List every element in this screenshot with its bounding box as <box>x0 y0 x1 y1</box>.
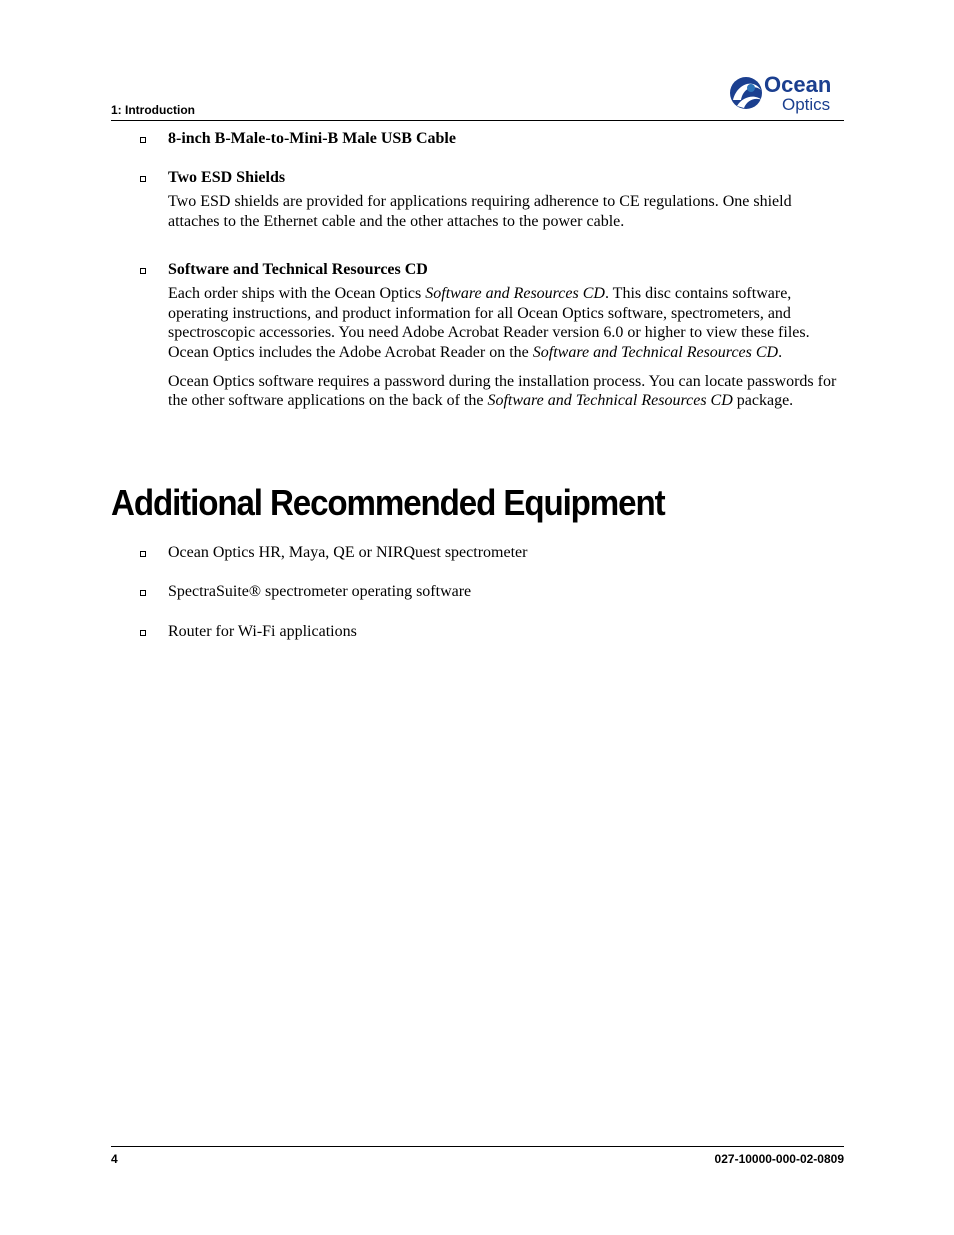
item-title: Software and Technical Resources CD <box>168 261 428 279</box>
item-title: 8-inch B-Male-to-Mini-B Male USB Cable <box>168 130 456 147</box>
list-item-resources-cd <box>111 260 844 411</box>
text-run: . This disc contains software, operating instructions, and product information for all Ocean Optics software, spectrometers, and spectroscopic accessories. You need Adobe Acrobat Reader version 6.0 or higher to view these files. Ocean Optics includes the Adobe Acrobat Reader on the <box>168 285 810 361</box>
text-run: package. <box>732 392 794 410</box>
list-item-usb-cable <box>111 129 844 149</box>
list-item-text: Router for Wi-Fi applications <box>168 623 357 640</box>
checkbox-bullet-icon <box>140 590 146 596</box>
list-item <box>111 582 844 602</box>
checkbox-bullet-icon <box>140 176 146 182</box>
item-description <box>168 284 844 411</box>
description-paragraph <box>168 372 844 411</box>
checkbox-bullet-icon <box>140 137 146 143</box>
item-description <box>168 192 844 231</box>
description-paragraph: Two ESD shields are provided for applications requiring adherence to CE regulations. One shield attaches to the Ethernet cable and the other attaches to the power cable. <box>168 193 792 230</box>
italic-cd-title: Software and Technical Resources CD <box>487 392 733 410</box>
text-run: Each order ships with the Ocean Optics <box>168 285 426 303</box>
header-rule <box>111 120 844 121</box>
description-paragraph <box>168 284 844 362</box>
text-run: Ocean Optics software requires a password during the installation process. You can locate passwords for the other software applications on the back of the <box>168 372 837 410</box>
recommended-equipment-list <box>111 543 844 642</box>
list-item <box>111 622 844 642</box>
list-item-text: Ocean Optics HR, Maya, QE or NIRQuest spectrometer <box>168 544 528 561</box>
text-run: . <box>778 343 783 361</box>
accessory-list <box>111 129 844 411</box>
checkbox-bullet-icon <box>140 268 146 274</box>
header-section-label: 1: Introduction <box>111 103 195 117</box>
page-number: 4 <box>111 1152 118 1166</box>
checkbox-bullet-icon <box>140 630 146 636</box>
ocean-optics-logo <box>727 70 845 116</box>
footer-rule <box>111 1146 844 1147</box>
checkbox-bullet-icon <box>140 551 146 557</box>
item-title: Two ESD Shields <box>168 169 286 186</box>
wave-swirl-icon <box>730 77 762 109</box>
list-item-esd-shields <box>111 168 844 231</box>
list-item-text: SpectraSuite® spectrometer operating software <box>168 583 472 600</box>
italic-cd-title: Software and Resources CD <box>425 285 605 303</box>
section-title: Additional Recommended Equipment <box>111 482 665 523</box>
list-item <box>111 543 844 563</box>
italic-cd-title: Software and Technical Resources CD <box>532 343 779 361</box>
logo-word-ocean: Ocean <box>764 72 832 97</box>
document-number: 027-10000-000-02-0809 <box>714 1152 844 1166</box>
logo-word-optics: Optics <box>782 95 831 114</box>
